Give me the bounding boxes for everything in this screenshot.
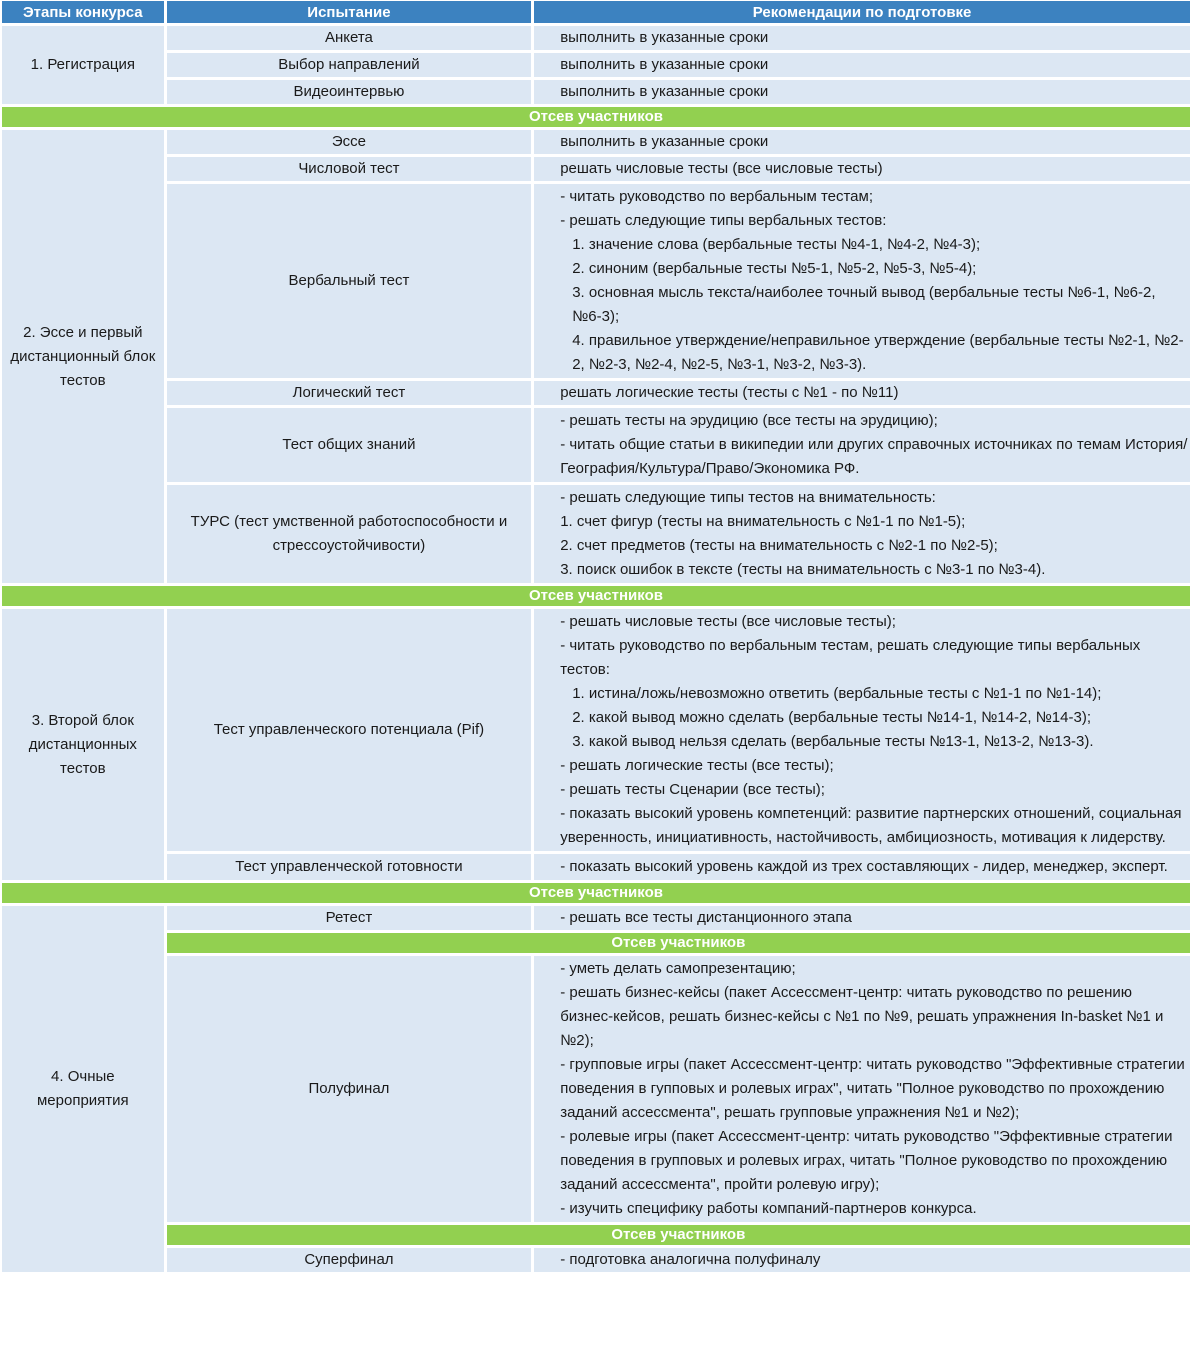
rec-line: 3. основная мысль текста/наиболее точный вывод (вербальные тесты №6-1, №6-2, №6-3); xyxy=(572,284,1156,325)
table-row xyxy=(2,408,1190,482)
test-cell: Вербальный тест xyxy=(167,184,532,378)
stage-cell: 3. Второй блок дистанционных тестов xyxy=(2,609,164,880)
rec-line: - уметь делать самопрезентацию; xyxy=(560,960,796,977)
rec-line: решать логические тесты (тесты с №1 - по №11) xyxy=(560,384,899,401)
cut-row xyxy=(2,933,1190,953)
rec-cell xyxy=(534,408,1190,482)
rec-line: - групповые игры (пакет Ассессмент-центр: читать руководство "Эффективные стратегии поведения в гупповых и ролевых играх", читать "Полное руководство по прохождению заданий ассессмента", решать групповые упражнения №1 и №2); xyxy=(560,1056,1185,1121)
rec-cell xyxy=(534,53,1190,77)
rec-line: решать числовые тесты (все числовые тесты) xyxy=(560,160,883,177)
elimination-bar: Отсев участников xyxy=(167,1225,1190,1245)
rec-line: 3. какой вывод нельзя сделать (вербальные тесты №13-1, №13-2, №13-3). xyxy=(572,733,1094,750)
table-row xyxy=(2,26,1190,50)
rec-line: выполнить в указанные сроки xyxy=(560,56,769,73)
rec-line: 1. счет фигур (тесты на внимательность с №1-1 по №1-5); xyxy=(560,513,966,530)
rec-line: выполнить в указанные сроки xyxy=(560,83,769,100)
rec-line: - решать числовые тесты (все числовые тесты); xyxy=(560,613,896,630)
table-row xyxy=(2,485,1190,583)
elimination-bar: Отсев участников xyxy=(2,586,1190,606)
rec-line: 2. счет предметов (тесты на внимательность с №2-1 по №2-5); xyxy=(560,537,998,554)
rec-line: 3. поиск ошибок в тексте (тесты на внимательность с №3-1 по №3-4). xyxy=(560,561,1046,578)
rec-line: - показать высокий уровень каждой из трех составляющих - лидер, менеджер, эксперт. xyxy=(560,858,1168,875)
rec-line: - изучить специфику работы компаний-партнеров конкурса. xyxy=(560,1200,977,1217)
rec-line: - читать руководство по вербальным тестам, решать следующие типы вербальных тестов: xyxy=(560,637,1141,678)
rec-line: 1. значение слова (вербальные тесты №4-1, №4-2, №4-3); xyxy=(572,236,981,253)
test-cell: Полуфинал xyxy=(167,956,532,1222)
rec-cell xyxy=(534,906,1190,930)
rec-line: - решать следующие типы вербальных тестов: xyxy=(560,212,887,229)
test-cell: Тест общих знаний xyxy=(167,408,532,482)
test-cell: ТУРС (тест умственной работоспособности и стрессоустойчивости) xyxy=(167,485,532,583)
rec-line: 2. синоним (вербальные тесты №5-1, №5-2, №5-3, №5-4); xyxy=(572,260,977,277)
rec-line: выполнить в указанные сроки xyxy=(560,133,769,150)
stage-cell: 2. Эссе и первый дистанционный блок тестов xyxy=(2,130,164,583)
rec-cell xyxy=(534,956,1190,1222)
table-row xyxy=(2,381,1190,405)
header-stages: Этапы конкурса xyxy=(2,1,164,23)
rec-cell xyxy=(534,184,1190,378)
rec-line: - показать высокий уровень компетенций: развитие партнерских отношений, социальная уверенность, инициативность, настойчивость, амбициозность, мотивация к лидерству. xyxy=(560,805,1182,846)
elimination-bar: Отсев участников xyxy=(2,883,1190,903)
rec-cell xyxy=(534,1248,1190,1272)
test-cell: Видеоинтервью xyxy=(167,80,532,104)
rec-line: - читать общие статьи в википедии или других справочных источниках по темам История/География/Культура/Право/Экономика РФ. xyxy=(560,436,1188,477)
rec-cell xyxy=(534,485,1190,583)
test-cell: Анкета xyxy=(167,26,532,50)
rec-line: - решать следующие типы тестов на внимательность: xyxy=(560,489,936,506)
test-cell: Логический тест xyxy=(167,381,532,405)
rec-cell xyxy=(534,80,1190,104)
test-cell: Выбор направлений xyxy=(167,53,532,77)
rec-cell xyxy=(534,157,1190,181)
header-row xyxy=(2,1,1190,23)
header-recommendations: Рекомендации по подготовке xyxy=(534,1,1190,23)
rec-line: - решать тесты Сценарии (все тесты); xyxy=(560,781,825,798)
table-row xyxy=(2,157,1190,181)
rec-cell xyxy=(534,381,1190,405)
rec-line: 1. истина/ложь/невозможно ответить (вербальные тесты с №1-1 по №1-14); xyxy=(572,685,1102,702)
test-cell: Тест управленческого потенциала (Pif) xyxy=(167,609,532,851)
test-cell: Тест управленческой готовности xyxy=(167,854,532,880)
rec-cell xyxy=(534,26,1190,50)
rec-line: - читать руководство по вербальным тестам; xyxy=(560,188,874,205)
rec-cell xyxy=(534,609,1190,851)
header-test: Испытание xyxy=(167,1,532,23)
rec-line: 2. какой вывод можно сделать (вербальные тесты №14-1, №14-2, №14-3); xyxy=(572,709,1091,726)
test-cell: Суперфинал xyxy=(167,1248,532,1272)
table-row xyxy=(2,906,1190,930)
rec-line: - ролевые игры (пакет Ассессмент-центр: читать руководство "Эффективные стратегии поведения в групповых и ролевых играх, читать "Полное руководство по прохождению заданий ассессмента", пройти ролевую игру); xyxy=(560,1128,1173,1193)
table-row xyxy=(2,854,1190,880)
cut-row xyxy=(2,586,1190,606)
rec-line: - решать все тесты дистанционного этапа xyxy=(560,909,852,926)
table-row xyxy=(2,609,1190,851)
rec-line: - решать тесты на эрудицию (все тесты на эрудицию); xyxy=(560,412,938,429)
table-row xyxy=(2,956,1190,1222)
rec-line: - решать логические тесты (все тесты); xyxy=(560,757,834,774)
elimination-bar: Отсев участников xyxy=(2,107,1190,127)
test-cell: Эссе xyxy=(167,130,532,154)
rec-line: 4. правильное утверждение/неправильное утверждение (вербальные тесты №2-1, №2-2, №2-3, №2-4, №2-5, №3-1, №3-2, №3-3). xyxy=(572,332,1184,373)
rec-cell xyxy=(534,130,1190,154)
rec-line: выполнить в указанные сроки xyxy=(560,29,769,46)
cut-row xyxy=(2,1225,1190,1245)
cut-row xyxy=(2,883,1190,903)
rec-cell xyxy=(534,854,1190,880)
table-row xyxy=(2,130,1190,154)
rec-line: - подготовка аналогична полуфиналу xyxy=(560,1251,821,1268)
stage-cell: 1. Регистрация xyxy=(2,26,164,104)
table-row xyxy=(2,184,1190,378)
test-cell: Ретест xyxy=(167,906,532,930)
stage-cell: 4. Очные мероприятия xyxy=(2,906,164,1272)
table-row xyxy=(2,1248,1190,1272)
elimination-bar: Отсев участников xyxy=(167,933,1190,953)
cut-row xyxy=(2,107,1190,127)
rec-line: - решать бизнес-кейсы (пакет Ассессмент-центр: читать руководство по решению бизнес-кейсов, решать бизнес-кейсы с №1 по №9, решать упражнения In-basket №1 и №2); xyxy=(560,984,1164,1049)
table-row xyxy=(2,53,1190,77)
table-row xyxy=(2,80,1190,104)
test-cell: Числовой тест xyxy=(167,157,532,181)
